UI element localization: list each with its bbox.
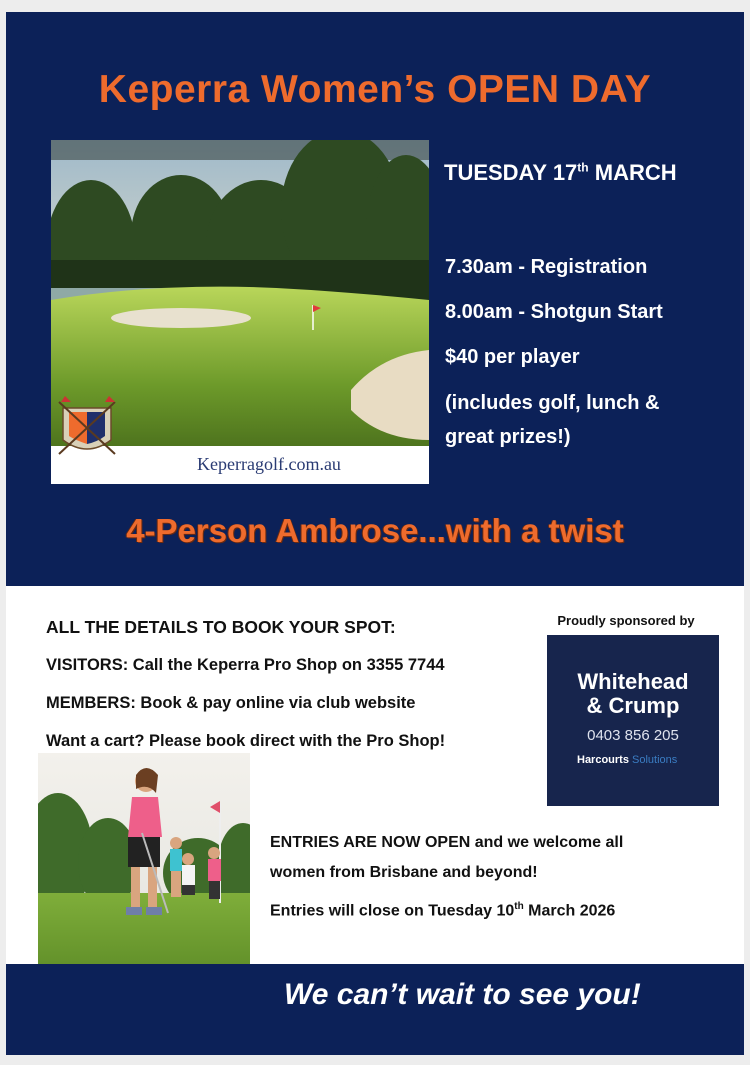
website-caption: Keperragolf.com.au	[197, 454, 341, 474]
members-info: MEMBERS: Book & pay online via club website	[46, 694, 416, 712]
includes-line-2: great prizes!)	[445, 426, 571, 448]
event-title: Keperra Women’s OPEN DAY	[98, 68, 652, 111]
entries-open-line-1: ENTRIES ARE NOW OPEN and we welcome all	[270, 834, 624, 851]
entries-close-ordinal: th	[514, 901, 524, 912]
registration-time: 7.30am - Registration	[445, 256, 648, 278]
date-month: MARCH	[588, 160, 677, 185]
entries-close	[270, 901, 615, 920]
visitors-info: VISITORS: Call the Keperra Pro Shop on 3355 7744	[46, 656, 445, 674]
price: $40 per player	[445, 346, 580, 368]
cart-info: Want a cart? Please book direct with the Pro Shop!	[46, 732, 446, 750]
sponsor-label: Proudly sponsored by	[557, 613, 695, 628]
sponsor-brand-name: Harcourts	[577, 754, 629, 766]
includes-line-1: (includes golf, lunch &	[445, 392, 660, 414]
date-ordinal: th	[577, 160, 589, 175]
closing-message: We can’t wait to see you!	[284, 978, 641, 1011]
date-day: TUESDAY 17	[444, 160, 578, 185]
shotgun-start-time: 8.00am - Shotgun Start	[445, 301, 663, 323]
golf-course-photo	[51, 140, 429, 484]
entries-open-line-2: women from Brisbane and beyond!	[270, 864, 538, 881]
sponsor-phone: 0403 856 205	[587, 727, 679, 744]
entries-close-date: Entries will close on Tuesday 10	[270, 902, 515, 920]
entries-close-year: March 2026	[523, 902, 616, 920]
flyer-page	[6, 12, 744, 1055]
sponsor-brand-sub: Solutions	[632, 754, 678, 766]
sponsor-logo	[547, 635, 719, 806]
sponsor-brand	[577, 754, 677, 766]
event-date	[444, 160, 677, 186]
details-heading: ALL THE DETAILS TO BOOK YOUR SPOT:	[46, 617, 396, 637]
sponsor-name-line-1: Whitehead	[577, 669, 689, 694]
format-headline: 4-Person Ambrose...with a twist	[126, 512, 624, 549]
sponsor-name-line-2: & Crump	[586, 693, 680, 718]
